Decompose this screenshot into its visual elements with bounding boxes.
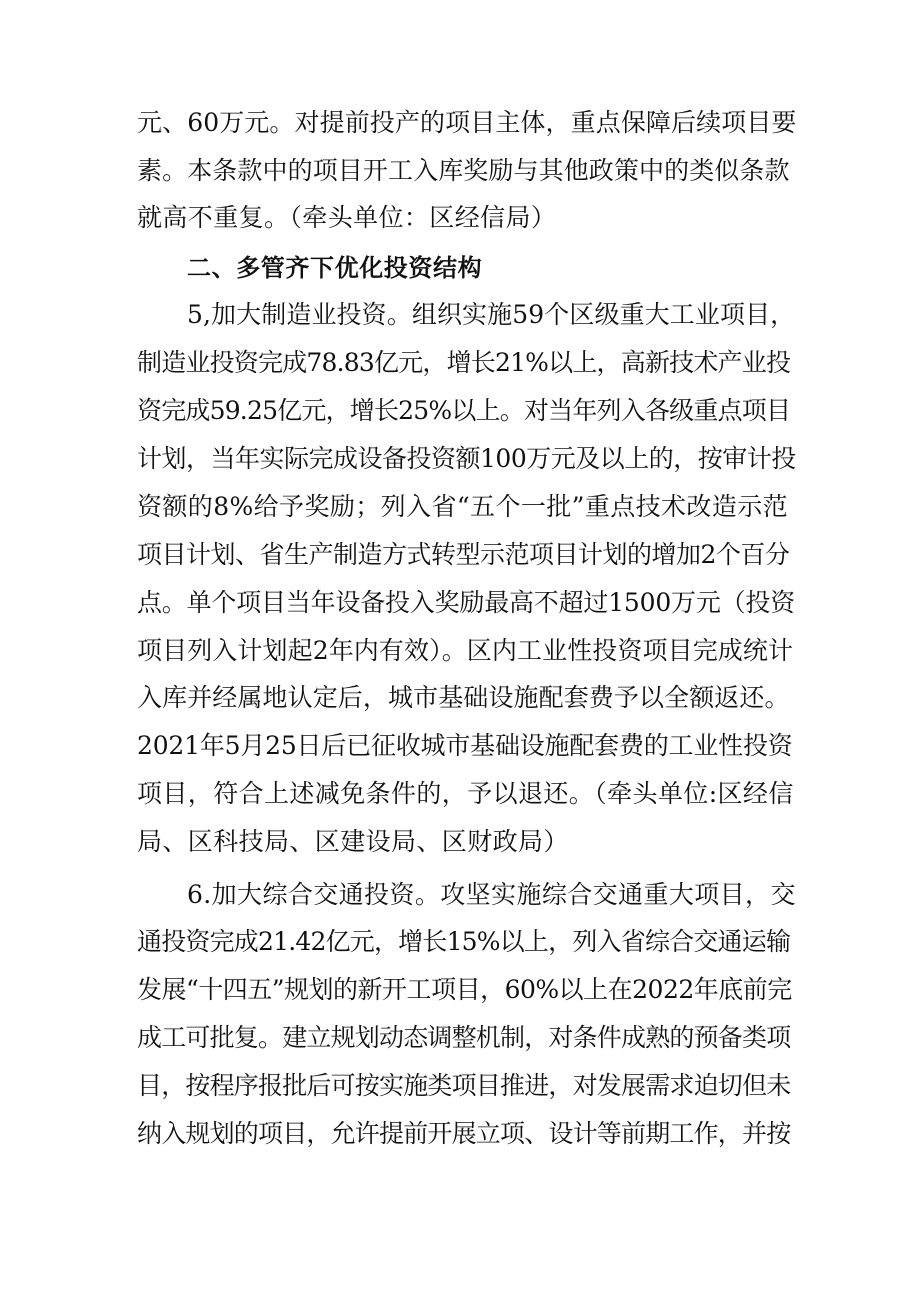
- text-line: 制造业投资完成78.83亿元，增长21%以上，高新技术产业投: [137, 348, 791, 377]
- section-heading: 二、多管齐下优化投资结构: [187, 254, 483, 282]
- text-line: 元、60万元。对提前投产的项目主体，重点保障后续项目要: [137, 108, 797, 137]
- text-line: 资完成59.25亿元，增长25%以上。对当年列入各级重点项目: [137, 396, 791, 425]
- text-line: 纳入规划的项目，允许提前开展立项、设计等前期工作，并按: [137, 1119, 791, 1148]
- text-line: 项目，符合上述减免条件的，予以退还。（牵头单位:区经信: [137, 779, 794, 808]
- text-line: 项目计划、省生产制造方式转型示范项目计划的增加2个百分: [137, 540, 790, 569]
- text-line: 项目列入计划起2年内有效）。区内工业性投资项目完成统计: [137, 636, 794, 665]
- text-line: 局、区科技局、区建设局、区财政局）: [137, 827, 569, 856]
- text-line: 通投资完成21.42亿元，增长15%以上，列入省综合交通运输: [137, 927, 791, 956]
- text-line: 5,加大制造业投资。组织实施59个区级重大工业项目，: [187, 300, 796, 329]
- text-line: 发展“十四五”规划的新开工项目，60%以上在2022年底前完: [137, 975, 792, 1004]
- text-line: 成工可批复。建立规划动态调整机制，对条件成熟的预备类项: [137, 1023, 791, 1052]
- text-line: 素。本条款中的项目开工入库奖励与其他政策中的类似条款: [137, 156, 790, 185]
- text-line: 目，按程序报批后可按实施类项目推进，对发展需求迫切但未: [137, 1071, 791, 1100]
- text-line: 6.加大综合交通投资。攻坚实施综合交通重大项目，交: [187, 880, 796, 909]
- text-line: 资额的8%给予奖励；列入省“五个一批”重点技术改造示范: [137, 492, 789, 521]
- text-line: 入库并经属地认定后，城市基础设施配套费予以全额返还。: [137, 683, 790, 712]
- text-line: 计划，当年实际完成设备投资额100万元及以上的，按审计投: [137, 444, 796, 473]
- text-line: 2021年5月25日后已征收城市基础设施配套费的工业性投资: [137, 731, 793, 760]
- text-line: 就高不重复。（牵头单位：区经信局）: [137, 203, 557, 232]
- text-line: 点。单个项目当年设备投入奖励最高不超过1500万元（投资: [137, 588, 796, 617]
